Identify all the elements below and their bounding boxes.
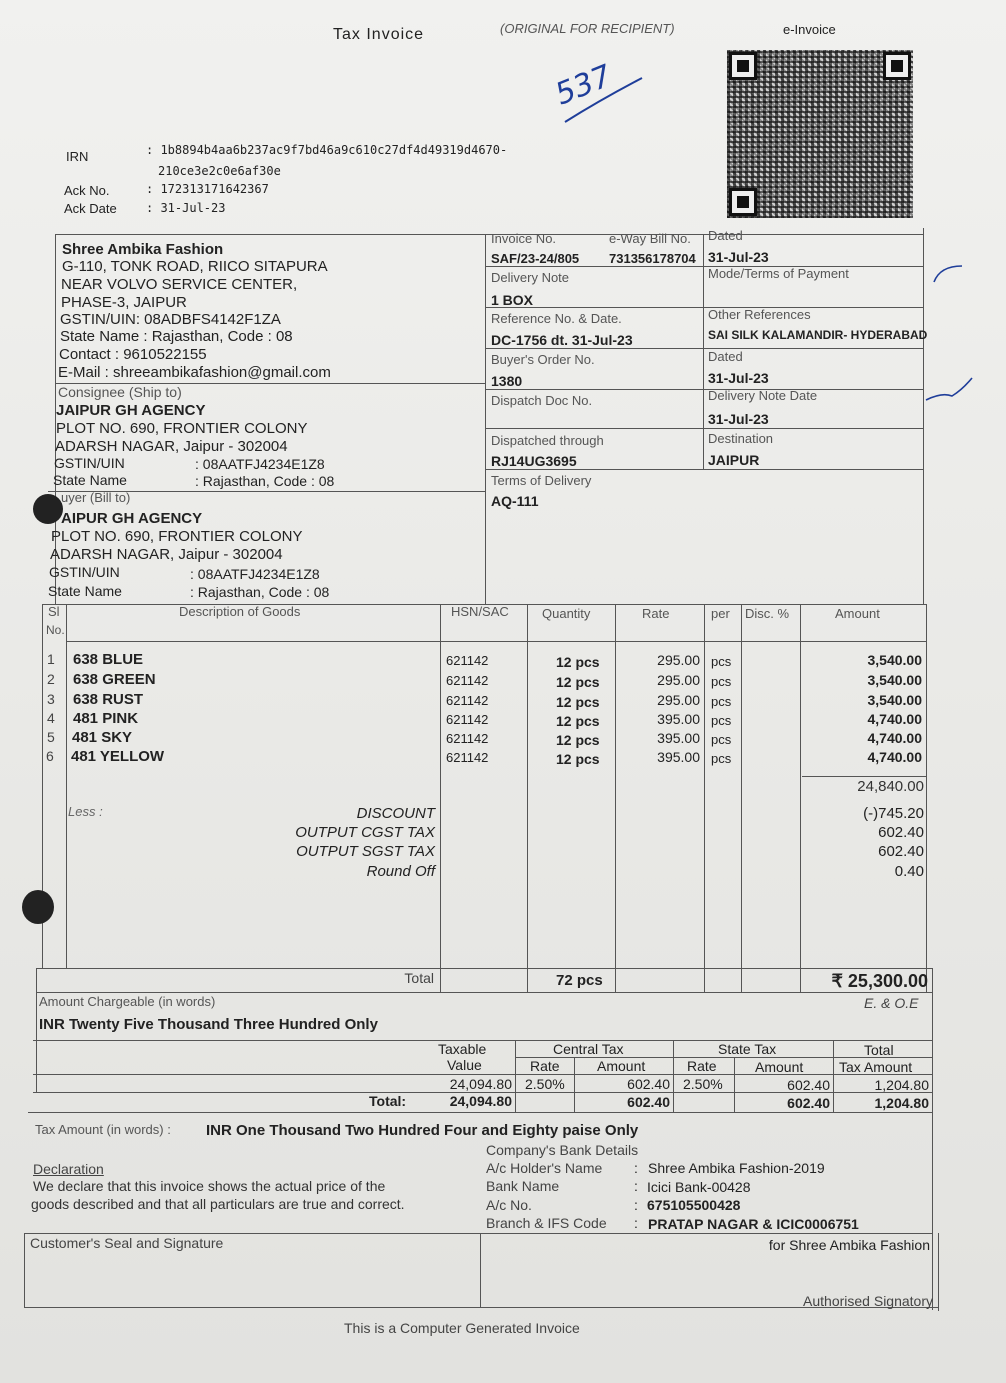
signature-right-line [938,1233,939,1311]
tax-col-5 [833,1040,834,1112]
header-disc: Disc. % [745,606,790,621]
eway-label: e-Way Bill No. [609,231,691,246]
consignee-gstin-label: GSTIN/UIN [54,455,125,471]
total-quantity: 72 pcs [556,972,603,989]
row-rate: 395.00 [657,711,700,727]
row-amount: 3,540.00 [867,692,922,708]
irn-value-2: 210ce3e2c0e6af30e [158,164,281,178]
tax-total-taxable: 24,094.80 [449,1093,512,1109]
punch-hole-middle [22,890,54,924]
row-hsn: 621142 [446,712,489,727]
bank-colon-3: : [634,1197,638,1213]
col-rate [704,604,705,992]
signature-mid-line [480,1233,481,1308]
tax-total-total: 1,204.80 [874,1095,929,1111]
detail-line-1 [485,266,923,267]
detail-line-3 [485,348,923,349]
col-sl [66,604,67,968]
tax-words-value: INR One Thousand Two Hundred Four and Eighty paise Only [206,1122,639,1139]
delivery-note-date-label: Delivery Note Date [708,388,818,403]
bank-acno-label: A/c No. [486,1197,532,1213]
invoice-title: Tax Invoice [333,26,425,43]
header-description: Description of Goods [179,604,301,619]
row-hsn: 621142 [446,731,489,746]
row-qty: 12 pcs [556,751,600,767]
total-tax-header-2: Tax Amount [839,1059,913,1075]
row-rate: 295.00 [657,692,700,708]
header-hsn: HSN/SAC [451,604,509,619]
footer-note: This is a Computer Generated Invoice [344,1320,580,1336]
einvoice-label: e-Invoice [783,22,836,37]
dispatched-through-value: RJ14UG3695 [491,453,577,469]
terms-delivery-value: AQ-111 [491,493,539,509]
row-per: pcs [711,654,732,669]
less-label: Less : [68,804,103,819]
header-no: No. [46,623,65,637]
row-desc: 638 RUST [73,691,144,708]
seller-address-1: G-110, TONK ROAD, RIICO SITAPURA [62,258,328,275]
frame-details-split [703,234,704,469]
row-sl: 6 [46,748,54,764]
buyer-heading: uyer (Bill to) [61,490,131,505]
buyer-state-value: : Rajasthan, Code : 08 [190,584,330,600]
row-qty: 12 pcs [556,654,600,670]
dispatched-through-label: Dispatched through [491,433,604,448]
items-right-line [926,604,927,992]
subtotal-line [802,776,926,777]
other-ref-label: Other References [708,307,811,322]
col-desc [440,604,441,992]
row-per: pcs [711,674,732,689]
round-off-amount: 0.40 [894,863,924,880]
bank-branch-label: Branch & IFS Code [486,1215,607,1231]
delivery-note-label: Delivery Note [491,270,570,285]
tax-total-central: 602.40 [627,1094,670,1110]
row-amount: 4,740.00 [867,749,922,765]
buyer-gstin-label: GSTIN/UIN [49,564,120,580]
total-tax-header-1: Total [864,1042,894,1058]
total-amount: ₹ 25,300.00 [831,971,928,991]
detail-line-6 [485,469,923,470]
bank-name-value: Icici Bank-00428 [647,1179,751,1195]
delivery-note-date-value: 31-Jul-23 [708,411,769,427]
row-sl: 1 [47,651,55,667]
declaration-line-2: goods described and that all particulars are true and correct. [31,1196,405,1212]
delivery-note-value: 1 BOX [491,292,534,308]
header-per: per [711,606,730,621]
row-amount: 3,540.00 [867,672,922,688]
bank-heading: Company's Bank Details [486,1142,639,1158]
handwritten-tick-2 [922,372,982,412]
consignee-address-1: PLOT NO. 690, FRONTIER COLONY [56,420,308,437]
state-tax-header: State Tax [718,1041,777,1057]
irn-value-1: : 1b8894b4aa6b237ac9f7bd46a9c610c27df4d49319d4670- [146,143,508,157]
row-per: pcs [711,713,732,728]
handwritten-underline [560,70,650,130]
discount-label: DISCOUNT [356,805,435,822]
consignee-state-label: State Name [53,472,127,488]
row-sl: 3 [47,691,55,707]
row-hsn: 621142 [446,750,489,765]
signature-top-line [24,1233,933,1234]
bank-name-label: Bank Name [486,1178,560,1194]
header-amount: Amount [835,606,880,621]
bank-colon-4: : [634,1215,638,1231]
row-per: pcs [711,751,732,766]
round-off-label: Round Off [366,863,435,880]
eoe-label: E. & O.E [864,995,919,1011]
col-hsn [527,604,528,992]
handwritten-tick-1 [930,260,970,290]
ack-date-value: : 31-Jul-23 [146,201,226,215]
bank-holder-label: A/c Holder's Name [486,1160,603,1176]
for-company-label: for Shree Ambika Fashion [768,1237,930,1253]
consignee-gstin-value: : 08AATFJ4234E1Z8 [195,456,325,472]
tax-col-4 [734,1057,735,1112]
ack-date-label: Ack Date [64,201,117,216]
row-qty: 12 pcs [556,713,600,729]
seller-address-3: PHASE-3, JAIPUR [61,294,187,311]
dated-label: Dated [708,228,743,243]
frame-top [55,234,923,235]
authorised-signatory-label: Authorised Signatory [803,1293,933,1309]
ack-no-value: : 172313171642367 [146,182,269,196]
bank-colon-1: : [634,1160,638,1176]
total-label: Total [404,970,434,986]
central-rate-header: Rate [530,1058,560,1074]
chargeable-label: Amount Chargeable (in words) [39,994,216,1009]
row-sl: 2 [47,671,55,687]
seller-email: E-Mail : shreeambikafashion@gmail.com [58,364,331,381]
terms-delivery-label: Terms of Delivery [491,473,592,488]
destination-value: JAIPUR [708,452,760,468]
irn-label: IRN [66,149,89,164]
tax-total-label: Total: [369,1093,407,1109]
lower-right-line [932,968,933,1310]
tax-total-state: 602.40 [787,1095,830,1111]
bank-holder-value: Shree Ambika Fashion-2019 [648,1160,825,1176]
row-rate: 395.00 [657,749,700,765]
buyer-address-1: PLOT NO. 690, FRONTIER COLONY [51,528,303,545]
row-rate: 295.00 [657,652,700,668]
row-amount: 3,540.00 [867,652,922,668]
row-amount: 4,740.00 [867,730,922,746]
detail-line-2 [485,307,923,308]
tax-row-central-rate: 2.50% [525,1076,565,1092]
row-per: pcs [711,732,732,747]
row-rate: 395.00 [657,730,700,746]
buyer-state-label: State Name [48,583,122,599]
invoice-no-value: SAF/23-24/805 [491,251,580,266]
eway-value: 731356178704 [609,251,696,266]
row-desc: 481 PINK [73,710,139,727]
declaration-heading: Declaration [33,1161,104,1177]
consignee-state-value: : Rajasthan, Code : 08 [195,473,335,489]
bank-colon-2: : [634,1178,638,1194]
tax-row-state-amount: 602.40 [787,1077,830,1093]
tax-row-state-rate: 2.50% [683,1076,723,1092]
total-row-top [36,968,933,969]
frame-right-upper [923,228,924,604]
invoice-no-label: Invoice No. [491,231,557,246]
tax-col-2 [574,1057,575,1112]
row-qty: 12 pcs [556,694,600,710]
consignee-address-2: ADARSH NAGAR, Jaipur - 302004 [55,438,288,455]
other-ref-value: SAI SILK KALAMANDIR- HYDERABAD [708,328,928,342]
discount-amount: (-)745.20 [863,805,924,822]
dated2-label: Dated [708,349,743,364]
ack-no-label: Ack No. [64,183,110,198]
dispatch-doc-label: Dispatch Doc No. [491,393,593,408]
row-sl: 5 [47,729,55,745]
dated-value: 31-Jul-23 [708,249,769,265]
seller-gstin: GSTIN/UIN: 08ADBFS4142F1ZA [60,311,281,328]
sgst-label: OUTPUT SGST TAX [296,843,435,860]
consignee-name: JAIPUR GH AGENCY [56,402,206,419]
detail-line-4 [485,389,923,390]
sgst-amount: 602.40 [878,843,924,860]
bank-branch-value: PRATAP NAGAR & ICIC0006751 [648,1216,859,1232]
buyer-gstin-value: : 08AATFJ4234E1Z8 [190,566,320,582]
detail-line-5 [485,428,923,429]
tax-row-central-amount: 602.40 [627,1076,670,1092]
row-per: pcs [711,694,732,709]
tax-words-label: Tax Amount (in words) : [35,1122,171,1137]
row-hsn: 621142 [446,653,489,668]
taxable-header-1: Taxable [438,1041,487,1057]
destination-label: Destination [708,431,774,446]
tax-table-bottom [28,1112,933,1113]
frame-mid-upper [485,234,486,604]
row-amount: 4,740.00 [867,711,922,727]
punch-hole-top [33,494,63,524]
central-tax-header: Central Tax [553,1041,624,1057]
central-amount-header: Amount [597,1058,646,1074]
tax-col-3 [673,1040,674,1112]
header-sl: Sl [48,604,60,619]
chargeable-value: INR Twenty Five Thousand Three Hundred Only [39,1016,378,1033]
col-qty [615,604,616,992]
copy-type: (ORIGINAL FOR RECIPIENT) [500,21,675,36]
tax-row-total: 1,204.80 [874,1077,929,1093]
buyer-name: AIPUR GH AGENCY [61,510,203,527]
state-amount-header: Amount [755,1059,804,1075]
row-hsn: 621142 [446,673,489,688]
seller-contact: Contact : 9610522155 [59,346,207,363]
buyers-order-value: 1380 [491,373,523,389]
subtotal-value: 24,840.00 [857,778,924,795]
seller-address-2: NEAR VOLVO SERVICE CENTER, [61,276,298,293]
row-desc: 638 GREEN [73,671,156,688]
state-rate-header: Rate [687,1058,717,1074]
items-header-line [66,641,927,642]
seller-state: State Name : Rajasthan, Code : 08 [60,328,293,345]
dated2-value: 31-Jul-23 [708,370,769,386]
row-rate: 295.00 [657,672,700,688]
cgst-amount: 602.40 [878,824,924,841]
row-qty: 12 pcs [556,674,600,690]
cgst-label: OUTPUT CGST TAX [295,824,435,841]
tax-row-taxable: 24,094.80 [449,1076,512,1092]
row-hsn: 621142 [446,693,489,708]
col-disc [800,604,801,992]
buyers-order-label: Buyer's Order No. [491,352,595,367]
tax-col-1 [515,1040,516,1112]
row-desc: 638 BLUE [73,651,144,668]
consignee-heading: Consignee (Ship to) [58,384,182,400]
seller-name: Shree Ambika Fashion [62,241,224,258]
handwritten-number: 537 [550,58,617,113]
row-qty: 12 pcs [556,732,600,748]
total-row-bottom [36,992,933,993]
reference-value: DC-1756 dt. 31-Jul-23 [491,332,633,348]
customer-seal-label: Customer's Seal and Signature [30,1235,224,1251]
qr-code-icon [727,50,913,218]
taxable-header-2: Value [447,1057,482,1073]
col-per [741,604,742,992]
header-quantity: Quantity [542,606,591,621]
buyer-address-2: ADARSH NAGAR, Jaipur - 302004 [50,546,283,563]
declaration-line-1: We declare that this invoice shows the actual price of the [33,1178,386,1194]
header-rate: Rate [642,606,670,621]
mode-terms-label: Mode/Terms of Payment [708,266,849,281]
bank-acno-value: 675105500428 [647,1197,741,1213]
row-sl: 4 [47,710,55,726]
reference-label: Reference No. & Date. [491,311,622,326]
row-desc: 481 SKY [72,729,133,746]
row-desc: 481 YELLOW [71,748,165,765]
signature-left-line [24,1233,25,1308]
